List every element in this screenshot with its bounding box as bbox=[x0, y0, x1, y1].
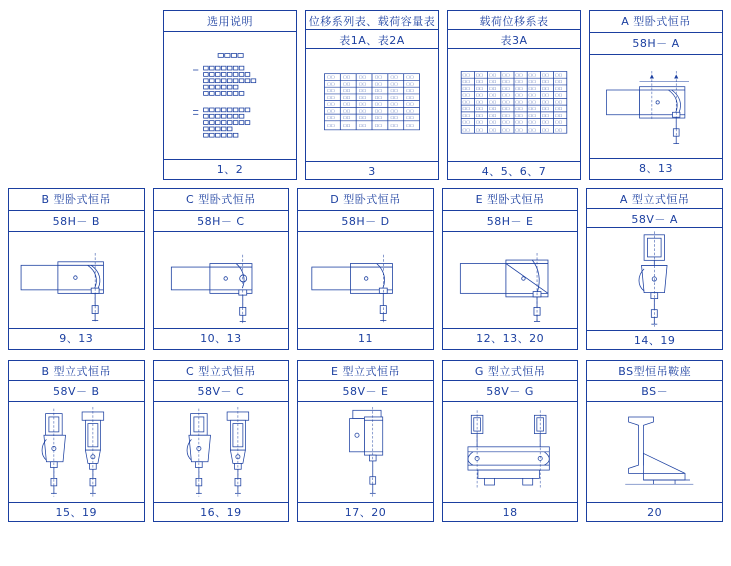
svg-text:□□: □□ bbox=[515, 79, 523, 84]
card-title: D 型卧式恒吊 bbox=[298, 189, 433, 211]
card-horizontal-d[interactable] bbox=[297, 188, 434, 350]
card-footer: 12、13、20 bbox=[443, 328, 578, 349]
svg-text:□□: □□ bbox=[327, 108, 335, 113]
svg-text:□□: □□ bbox=[528, 79, 536, 84]
figure-saddle-bs bbox=[587, 402, 722, 502]
svg-text:□□: □□ bbox=[554, 79, 563, 84]
svg-text:□□: □□ bbox=[358, 81, 367, 86]
svg-text:□□: □□ bbox=[541, 127, 550, 132]
svg-text:□□: □□ bbox=[488, 79, 497, 84]
svg-text:□□: □□ bbox=[406, 123, 414, 128]
svg-text:□□: □□ bbox=[515, 120, 523, 124]
svg-text:□□: □□ bbox=[475, 99, 484, 104]
card-subtitle: 58V－ B bbox=[9, 381, 144, 401]
card-vertical-e[interactable] bbox=[297, 360, 434, 522]
svg-text:□□: □□ bbox=[502, 93, 510, 97]
svg-text:□□: □□ bbox=[488, 93, 497, 97]
card-vertical-a[interactable] bbox=[586, 188, 723, 350]
figure-tables-two bbox=[306, 49, 438, 161]
card-title: B 型卧式恒吊 bbox=[9, 189, 144, 211]
card-subtitle: 58V－ E bbox=[298, 381, 433, 401]
figure-horizontal-c bbox=[154, 232, 289, 328]
svg-text:□□: □□ bbox=[488, 106, 497, 111]
card-horizontal-a[interactable] bbox=[589, 10, 723, 180]
svg-text:□□: □□ bbox=[515, 106, 523, 111]
svg-text:□□: □□ bbox=[475, 86, 484, 91]
card-footer: 9、13 bbox=[9, 328, 144, 349]
card-subtitle: 58V－ C bbox=[154, 381, 289, 401]
svg-text:□□: □□ bbox=[358, 108, 367, 113]
svg-text:□□: □□ bbox=[528, 127, 536, 132]
svg-text:□□: □□ bbox=[541, 86, 550, 91]
svg-text:□□: □□ bbox=[390, 123, 398, 128]
svg-text:□□: □□ bbox=[528, 93, 536, 97]
figure-vertical-e bbox=[298, 402, 433, 502]
card-vertical-g[interactable] bbox=[442, 360, 579, 522]
svg-text:□□: □□ bbox=[374, 75, 383, 79]
svg-text:□□: □□ bbox=[390, 88, 398, 93]
svg-text:□□: □□ bbox=[462, 127, 470, 132]
card-displacement-load-tables[interactable] bbox=[305, 10, 439, 180]
card-title: 位移系列表、载荷容量表 bbox=[306, 11, 438, 30]
svg-text:□□: □□ bbox=[358, 102, 367, 106]
svg-text:□□: □□ bbox=[475, 113, 484, 117]
card-saddle-bs[interactable] bbox=[586, 360, 723, 522]
svg-text:□□: □□ bbox=[462, 113, 470, 117]
svg-text:□□: □□ bbox=[374, 108, 383, 113]
svg-text:□□: □□ bbox=[502, 113, 510, 117]
card-subtitle: 表1A、表2A bbox=[306, 30, 438, 49]
svg-text:□□: □□ bbox=[528, 120, 536, 124]
card-title: 载荷位移系表 bbox=[448, 11, 580, 30]
card-title: 选用说明 bbox=[164, 11, 296, 32]
svg-text:□□: □□ bbox=[541, 113, 550, 117]
card-load-displacement-table[interactable] bbox=[447, 10, 581, 180]
figure-vertical-a bbox=[587, 228, 722, 330]
svg-text:□□: □□ bbox=[390, 75, 398, 79]
svg-text:□□: □□ bbox=[390, 108, 398, 113]
svg-text:□□: □□ bbox=[554, 127, 563, 132]
svg-text:□□: □□ bbox=[502, 79, 510, 84]
svg-text:□□: □□ bbox=[528, 86, 536, 91]
svg-text:□□: □□ bbox=[475, 72, 484, 77]
svg-text:□□: □□ bbox=[475, 120, 484, 124]
svg-text:□□: □□ bbox=[554, 93, 563, 97]
svg-text:□□: □□ bbox=[502, 127, 510, 132]
card-footer: 16、19 bbox=[154, 502, 289, 522]
card-subtitle: 58H－ D bbox=[298, 211, 433, 233]
svg-text:□□: □□ bbox=[528, 113, 536, 117]
svg-text:□□: □□ bbox=[342, 75, 351, 79]
figure-horizontal-e bbox=[443, 232, 578, 328]
svg-text:□□: □□ bbox=[515, 113, 523, 117]
svg-text:□□: □□ bbox=[374, 95, 383, 100]
svg-text:□□: □□ bbox=[488, 120, 497, 124]
card-title: E 型立式恒吊 bbox=[298, 361, 433, 381]
svg-text:□□: □□ bbox=[541, 79, 550, 84]
svg-text:□□: □□ bbox=[374, 102, 383, 106]
card-subtitle: BS－ bbox=[587, 381, 722, 401]
svg-text:□□: □□ bbox=[515, 72, 523, 77]
figure-tables-wide bbox=[448, 49, 580, 161]
svg-text:□□: □□ bbox=[390, 102, 398, 106]
svg-text:□□: □□ bbox=[488, 127, 497, 132]
card-footer: 20 bbox=[587, 502, 722, 522]
card-title: A 型卧式恒吊 bbox=[590, 11, 722, 33]
svg-text:□□: □□ bbox=[554, 86, 563, 91]
svg-text:□□: □□ bbox=[342, 115, 351, 120]
card-footer: 18 bbox=[443, 502, 578, 522]
card-subtitle: 58V－ A bbox=[587, 209, 722, 229]
svg-text:□□: □□ bbox=[528, 99, 536, 104]
svg-text:□□: □□ bbox=[475, 93, 484, 97]
figure-vertical-c bbox=[154, 402, 289, 502]
svg-text:□□: □□ bbox=[462, 106, 470, 111]
svg-text:□□: □□ bbox=[554, 113, 563, 117]
svg-text:□□: □□ bbox=[374, 81, 383, 86]
svg-text:□□: □□ bbox=[541, 120, 550, 124]
svg-text:□□: □□ bbox=[488, 86, 497, 91]
card-subtitle: 58V－ G bbox=[443, 381, 578, 401]
svg-text:□□: □□ bbox=[515, 99, 523, 104]
svg-text:□□: □□ bbox=[554, 99, 563, 104]
svg-text:□□: □□ bbox=[406, 75, 414, 79]
svg-text:□□: □□ bbox=[327, 115, 335, 120]
figure-horizontal-b bbox=[9, 232, 144, 328]
card-subtitle: 58H－ B bbox=[9, 211, 144, 233]
svg-text:□□: □□ bbox=[515, 86, 523, 91]
card-title: C 型立式恒吊 bbox=[154, 361, 289, 381]
svg-text:□□: □□ bbox=[488, 113, 497, 117]
row-bottom bbox=[0, 352, 731, 524]
card-footer: 17、20 bbox=[298, 502, 433, 522]
card-footer: 4、5、6、7 bbox=[448, 161, 580, 179]
card-footer: 3 bbox=[306, 161, 438, 179]
svg-text:□□: □□ bbox=[475, 127, 484, 132]
svg-text:□□: □□ bbox=[406, 88, 414, 93]
svg-text:□□: □□ bbox=[541, 106, 550, 111]
card-horizontal-c[interactable] bbox=[153, 188, 290, 350]
card-footer: 14、19 bbox=[587, 330, 722, 349]
card-footer: 10、13 bbox=[154, 328, 289, 349]
svg-text:□□: □□ bbox=[554, 120, 563, 124]
card-title: B 型立式恒吊 bbox=[9, 361, 144, 381]
card-title: A 型立式恒吊 bbox=[587, 189, 722, 209]
figure-horizontal-a bbox=[590, 55, 722, 158]
svg-text:□□: □□ bbox=[515, 127, 523, 132]
card-title: G 型立式恒吊 bbox=[443, 361, 578, 381]
svg-text:□□: □□ bbox=[554, 72, 563, 77]
svg-text:□□: □□ bbox=[462, 99, 470, 104]
svg-text:□□: □□ bbox=[327, 102, 335, 106]
svg-text:□□: □□ bbox=[406, 81, 414, 86]
svg-text:□□: □□ bbox=[406, 115, 414, 120]
svg-text:□□: □□ bbox=[342, 88, 351, 93]
card-selection-guide[interactable] bbox=[163, 10, 297, 180]
card-footer: 11 bbox=[298, 328, 433, 349]
svg-text:□□: □□ bbox=[502, 72, 510, 77]
card-subtitle: 表3A bbox=[448, 30, 580, 49]
svg-text:□□: □□ bbox=[528, 106, 536, 111]
card-footer: 8、13 bbox=[590, 158, 722, 179]
svg-text:□□: □□ bbox=[462, 72, 470, 77]
svg-text:□□: □□ bbox=[390, 95, 398, 100]
svg-text:□□: □□ bbox=[502, 106, 510, 111]
svg-text:□□: □□ bbox=[502, 86, 510, 91]
svg-text:□□: □□ bbox=[541, 93, 550, 97]
card-footer: 15、19 bbox=[9, 502, 144, 522]
svg-text:□□: □□ bbox=[358, 88, 367, 93]
svg-text:□□: □□ bbox=[502, 99, 510, 104]
svg-text:□□: □□ bbox=[342, 123, 351, 128]
svg-text:□□: □□ bbox=[462, 93, 470, 97]
svg-text:□□: □□ bbox=[406, 95, 414, 100]
card-title: C 型卧式恒吊 bbox=[154, 189, 289, 211]
svg-text:□□: □□ bbox=[327, 95, 335, 100]
svg-text:□□: □□ bbox=[475, 79, 484, 84]
card-horizontal-b[interactable] bbox=[8, 188, 145, 350]
card-footer: 1、2 bbox=[164, 159, 296, 179]
svg-text:□□: □□ bbox=[342, 95, 351, 100]
svg-text:□□: □□ bbox=[554, 106, 563, 111]
svg-text:□□: □□ bbox=[406, 108, 414, 113]
svg-text:□□: □□ bbox=[488, 72, 497, 77]
svg-text:□□: □□ bbox=[462, 120, 470, 124]
svg-text:□□: □□ bbox=[374, 123, 383, 128]
card-subtitle: 58H－ A bbox=[590, 33, 722, 55]
svg-text:□□: □□ bbox=[374, 88, 383, 93]
svg-text:□□: □□ bbox=[528, 72, 536, 77]
svg-text:□□: □□ bbox=[475, 106, 484, 111]
card-title: E 型卧式恒吊 bbox=[443, 189, 578, 211]
svg-text:□□: □□ bbox=[327, 88, 335, 93]
svg-text:□□: □□ bbox=[541, 72, 550, 77]
figure-horizontal-d bbox=[298, 232, 433, 328]
svg-text:□□: □□ bbox=[462, 86, 470, 91]
figure-vertical-g bbox=[443, 402, 578, 502]
svg-text:□□: □□ bbox=[515, 93, 523, 97]
card-vertical-c[interactable] bbox=[153, 360, 290, 522]
card-horizontal-e[interactable] bbox=[442, 188, 579, 350]
svg-text:□□: □□ bbox=[342, 108, 351, 113]
svg-text:□□: □□ bbox=[488, 99, 497, 104]
row-middle bbox=[0, 180, 731, 352]
svg-text:□□: □□ bbox=[502, 120, 510, 124]
svg-text:□□: □□ bbox=[327, 75, 335, 79]
row-top bbox=[0, 0, 731, 180]
svg-text:□□: □□ bbox=[342, 102, 351, 106]
svg-text:□□: □□ bbox=[327, 123, 335, 128]
svg-text:□□: □□ bbox=[541, 99, 550, 104]
card-title: BS型恒吊鞍座 bbox=[587, 361, 722, 381]
card-subtitle: 58H－ C bbox=[154, 211, 289, 233]
svg-text:□□: □□ bbox=[327, 81, 335, 86]
card-vertical-b[interactable] bbox=[8, 360, 145, 522]
svg-text:□□: □□ bbox=[390, 81, 398, 86]
svg-text:□□: □□ bbox=[390, 115, 398, 120]
svg-text:□□: □□ bbox=[374, 115, 383, 120]
svg-text:□□: □□ bbox=[358, 75, 367, 79]
svg-text:□□: □□ bbox=[358, 95, 367, 100]
figure-vertical-b bbox=[9, 402, 144, 502]
svg-text:□□: □□ bbox=[406, 102, 414, 106]
svg-text:□□: □□ bbox=[342, 81, 351, 86]
svg-text:□□: □□ bbox=[358, 123, 367, 128]
svg-text:□□: □□ bbox=[358, 115, 367, 120]
card-subtitle: 58H－ E bbox=[443, 211, 578, 233]
figure-text-lines bbox=[164, 32, 296, 159]
svg-text:□□: □□ bbox=[462, 79, 470, 84]
